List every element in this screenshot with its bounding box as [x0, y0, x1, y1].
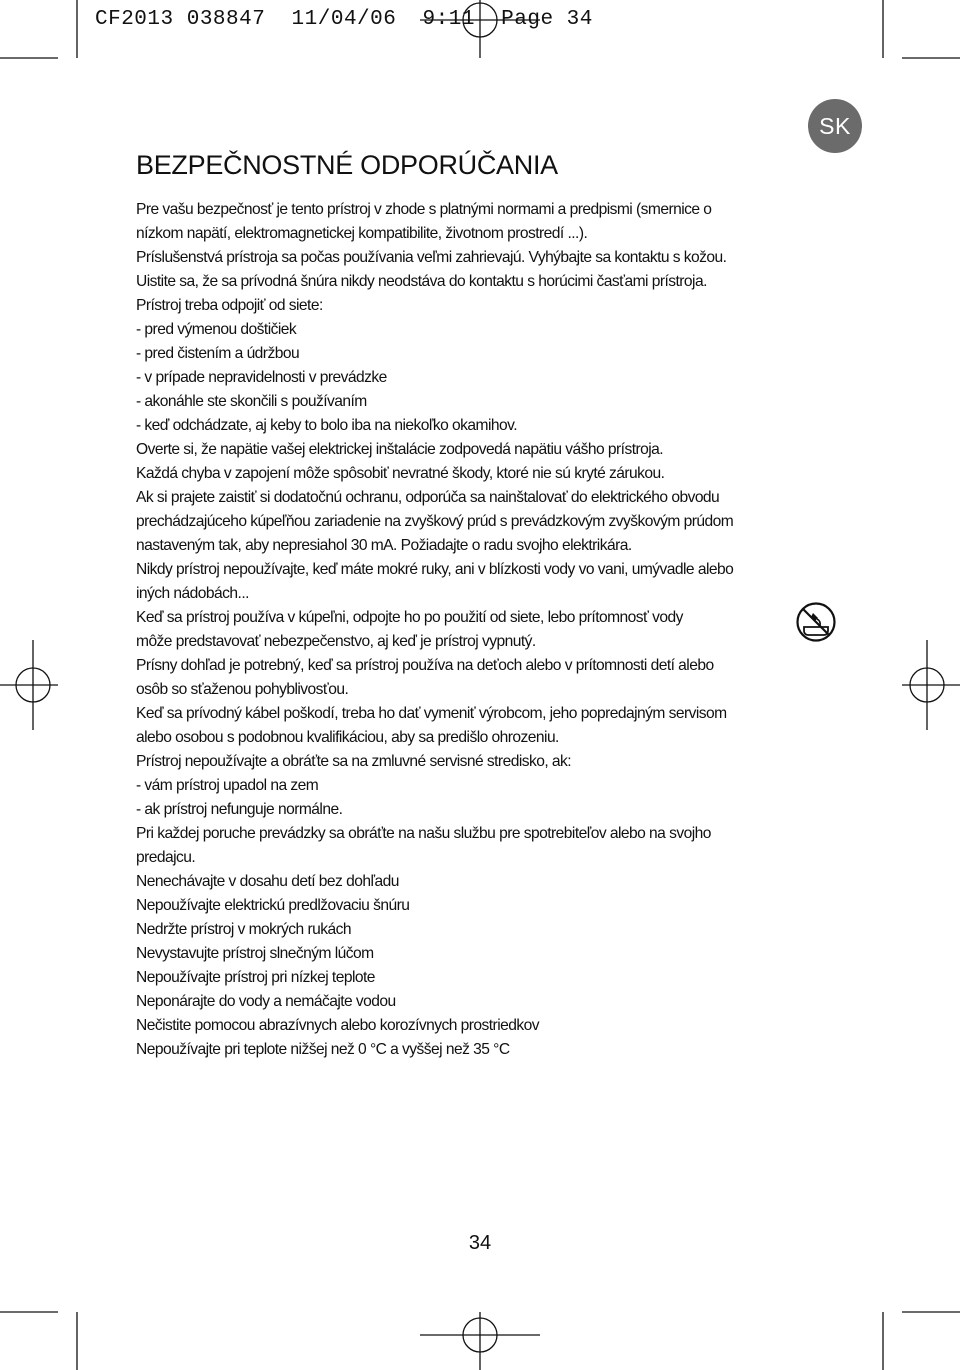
text-line: Pre vašu bezpečnosť je tento prístroj v zhode s platnými normami a predpismi (smernice o: [136, 201, 712, 218]
text-line: osôb so sťaženou pohyblivosťou.: [136, 681, 349, 698]
text-line: Pri každej poruche prevádzky sa obráťte na našu službu pre spotrebiteľov alebo na svojho: [136, 825, 711, 842]
text-line: Prístroj treba odpojiť od siete:: [136, 297, 323, 314]
text-line: Overte si, že napätie vašej elektrickej inštalácie zodpovedá napätiu vášho prístroja.: [136, 441, 664, 458]
registration-mark-left: [0, 640, 58, 730]
language-badge: SK: [808, 99, 862, 153]
text-line: - pred výmenou doštičiek: [136, 321, 297, 338]
text-line: Nenechávajte v dosahu detí bez dohľadu: [136, 873, 399, 890]
text-line: Nepoužívajte elektrickú predlžovaciu šnúru: [136, 897, 410, 914]
text-line: Neponárajte do vody a nemáčajte vodou: [136, 993, 396, 1010]
registration-mark-bottom: [420, 1312, 540, 1370]
text-line: alebo osobou s podobnou kvalifikáciou, aby sa predišlo ohrozeniu.: [136, 729, 559, 746]
text-line: - ak prístroj nefunguje normálne.: [136, 801, 343, 818]
text-line: Nepoužívajte pri teplote nižšej než 0 °C a vyššej než 35 °C: [136, 1041, 510, 1058]
text-line: Nevystavujte prístroj slnečným lúčom: [136, 945, 374, 962]
page-title: BEZPEČNOSTNÉ ODPORÚČANIA: [136, 150, 558, 180]
text-line: Keď sa prístroj používa v kúpeľni, odpojte ho po použití od siete, lebo prítomnosť vody: [136, 609, 683, 626]
text-line: prechádzajúceho kúpeľňou zariadenie na zvyškový prúd s prevádzkovým zvyškovým prúdom: [136, 513, 734, 530]
text-line: Prístroj nepoužívajte a obráťte sa na zmluvné servisné stredisko, ak:: [136, 753, 572, 770]
text-line: Nedržte prístroj v mokrých rukách: [136, 921, 351, 938]
text-line: iných nádobách...: [136, 585, 249, 602]
text-line: Uistite sa, že sa prívodná šnúra nikdy neodstáva do kontaktu s horúcimi časťami prístroja.: [136, 273, 707, 290]
text-line: - v prípade nepravidelnosti v prevádzke: [136, 369, 387, 386]
text-line: Keď sa prívodný kábel poškodí, treba ho dať vymeniť výrobcom, jeho popredajným servisom: [136, 705, 727, 722]
text-line: môže predstavovať nebezpečenstvo, aj keď je prístroj vypnutý.: [136, 633, 536, 650]
text-line: Nikdy prístroj nepoužívajte, keď máte mokré ruky, ani v blízkosti vody vo vani, umývadle alebo: [136, 561, 734, 578]
text-line: - pred čistením a údržbou: [136, 345, 300, 362]
text-line: Nepoužívajte prístroj pri nízkej teplote: [136, 969, 375, 986]
text-line: - keď odchádzate, aj keby to bolo iba na niekoľko okamihov.: [136, 417, 518, 434]
registration-mark-right: [902, 640, 960, 730]
text-line: Každá chyba v zapojení môže spôsobiť nevratné škody, ktoré nie sú kryté zárukou.: [136, 465, 665, 482]
text-line: Ak si prajete zaistiť si dodatočnú ochranu, odporúča sa nainštalovať do elektrického obvodu: [136, 489, 720, 506]
text-line: - vám prístroj upadol na zem: [136, 777, 319, 794]
text-line: nízkom napätí, elektromagnetickej kompatibilite, životnom prostredí ...).: [136, 225, 588, 242]
print-slug-header: CF2013 038847 11/04/06 9:11 Page 34: [95, 8, 593, 31]
text-line: nastaveným tak, aby nepresiahol 30 mA. Požiadajte o radu svojho elektrikára.: [136, 537, 632, 554]
page-number: 34: [468, 1232, 492, 1254]
no-use-in-bathtub-warning-icon: [795, 601, 837, 643]
safety-instructions-text: [136, 198, 841, 1062]
text-line: - akonáhle ste skončili s používaním: [136, 393, 367, 410]
text-line: predajcu.: [136, 849, 196, 866]
text-line: Nečistite pomocou abrazívnych alebo korozívnych prostriedkov: [136, 1017, 539, 1034]
text-line: Prísny dohľad je potrebný, keď sa prístroj používa na deťoch alebo v prítomnosti detí alebo: [136, 657, 714, 674]
text-line: Príslušenstvá prístroja sa počas používania veľmi zahrievajú. Vyhýbajte sa kontaktu s kožou.: [136, 249, 727, 266]
